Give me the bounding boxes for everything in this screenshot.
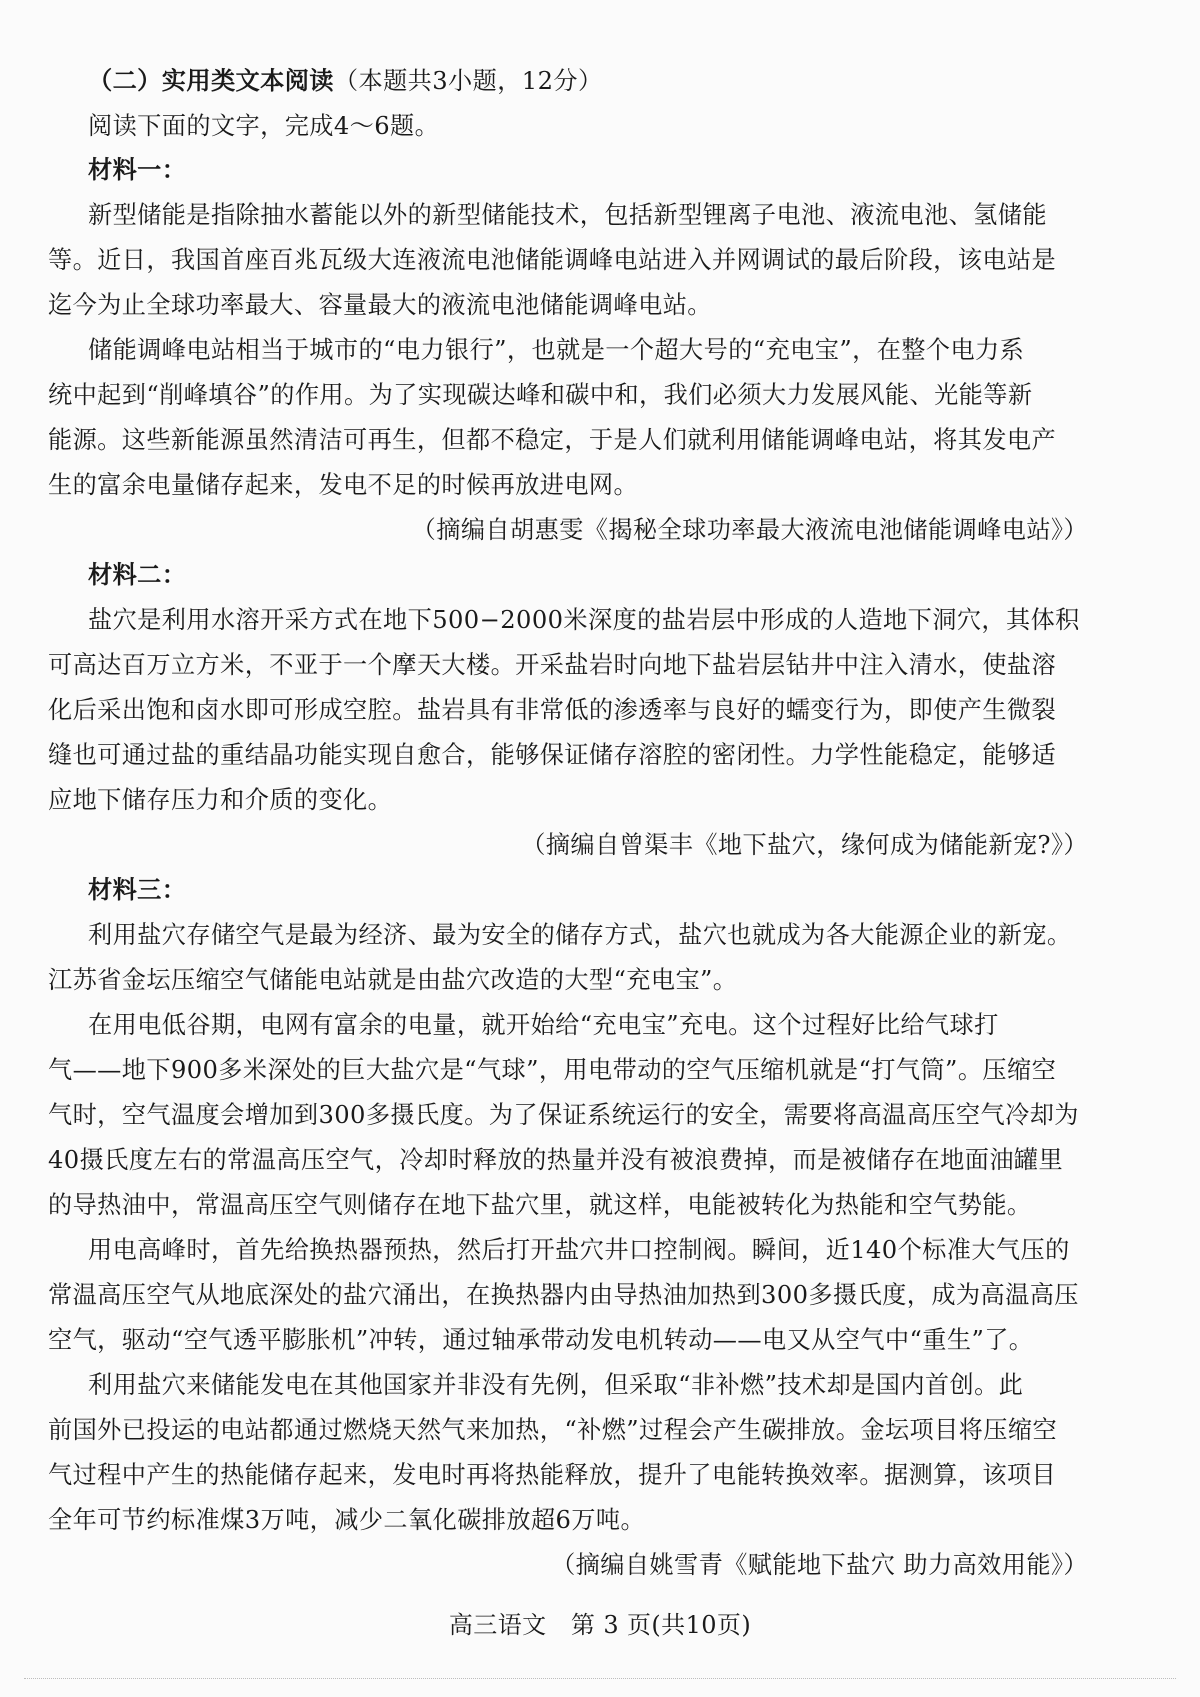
material3-line: 前国外已投运的电站都通过燃烧天然气来加热，“补燃”过程会产生碳排放。金坛项目将压缩空 [48,1416,1058,1444]
material3-line: 的导热油中，常温高压空气则储存在地下盐穴里，就这样，电能被转化为热能和空气势能。 [48,1191,1032,1219]
material2-source: （摘编自曾渠丰《地下盐穴，缘何成为储能新宠?》） [521,831,1088,859]
material2-line: 缝也可通过盐的重结晶功能实现自愈合，能够保证储存溶腔的密闭性。力学性能稳定，能够适 [48,741,1057,769]
material1-line: 统中起到“削峰填谷”的作用。为了实现碳达峰和碳中和，我们必须大力发展风能、光能等新 [48,381,1033,409]
material3-line: 利用盐穴来储能发电在其他国家并非没有先例，但采取“非补燃”技术却是国内首创。此 [88,1371,1024,1399]
material2-line: 化后采出饱和卤水即可形成空腔。盐岩具有非常低的渗透率与良好的蠕变行为，即使产生微裂 [48,696,1057,724]
material1-line: 储能调峰电站相当于城市的“电力银行”，也就是一个超大号的“充电宝”，在整个电力系 [88,336,1025,364]
material3-line: 40摄氏度左右的常温高压空气，冷却时释放的热量并没有被浪费掉，而是被储存在地面油罐里 [48,1146,1064,1174]
material2-line: 盐穴是利用水溶开采方式在地下500−2000米深度的盐岩层中形成的人造地下洞穴，其体积 [88,606,1080,634]
page-footer: 高三语文 第 3 页(共10页) [448,1611,752,1639]
material1-line: 生的富余电量储存起来，发电不足的时候再放进电网。 [48,471,639,499]
material3-line: 空气，驱动“空气透平膨胀机”冲转，通过轴承带动发电机转动——电又从空气中“重生”了。 [48,1326,1034,1354]
material1-source: （摘编自胡惠雯《揭秘全球功率最大液流电池储能调峰电站》） [411,516,1088,544]
material3-line: 利用盐穴存储空气是最为经济、最为安全的储存方式，盐穴也就成为各大能源企业的新宠。 [88,921,1072,949]
material2-line: 应地下储存压力和介质的变化。 [48,786,393,814]
section-instruction: 阅读下面的文字，完成4～6题。 [88,112,440,140]
material1-line: 新型储能是指除抽水蓄能以外的新型储能技术，包括新型锂离子电池、液流电池、氢储能 [88,201,1047,229]
scan-edge-divider [24,1678,1176,1679]
material1-label: 材料一： [88,156,187,184]
material3-line: 全年可节约标准煤3万吨，减少二氧化碳排放超6万吨。 [48,1506,646,1534]
material3-line: 气时，空气温度会增加到300多摄氏度。为了保证系统运行的安全，需要将高温高压空气冷却为 [48,1101,1079,1129]
material3-line: 气——地下900多米深处的巨大盐穴是“气球”，用电带动的空气压缩机就是“打气筒”。压缩空 [48,1056,1057,1084]
section-score: （本题共3小题，12分） [333,67,603,95]
material2-label: 材料二： [88,561,187,589]
material3-line: 在用电低谷期，电网有富余的电量，就开始给“充电宝”充电。这个过程好比给气球打 [88,1011,999,1039]
section-title: （二）实用类文本阅读 [88,67,334,95]
material3-line: 气过程中产生的热能储存起来，发电时再将热能释放，提升了电能转换效率。据测算，该项目 [48,1461,1057,1489]
material1-line: 等。近日，我国首座百兆瓦级大连液流电池储能调峰电站进入并网调试的最后阶段，该电站是 [48,246,1057,274]
material3-label: 材料三： [88,876,187,904]
material2-line: 可高达百万立方米，不亚于一个摩天大楼。开采盐岩时向地下盐岩层钻井中注入清水，使盐溶 [48,651,1057,679]
material1-line: 能源。这些新能源虽然清洁可再生，但都不稳定，于是人们就利用储能调峰电站，将其发电产 [48,426,1057,454]
material3-line: 江苏省金坛压缩空气储能电站就是由盐穴改造的大型“充电宝”。 [48,966,738,994]
section-header [88,63,603,99]
material3-line: 常温高压空气从地底深处的盐穴涌出，在换热器内由导热油加热到300多摄氏度，成为高温高压 [48,1281,1079,1309]
material3-line: 用电高峰时，首先给换热器预热，然后打开盐穴井口控制阀。瞬间，近140个标准大气压的 [88,1236,1070,1264]
material3-source: （摘编自姚雪青《赋能地下盐穴 助力高效用能》） [551,1551,1088,1579]
material1-line: 迄今为止全球功率最大、容量最大的液流电池储能调峰电站。 [48,291,712,319]
